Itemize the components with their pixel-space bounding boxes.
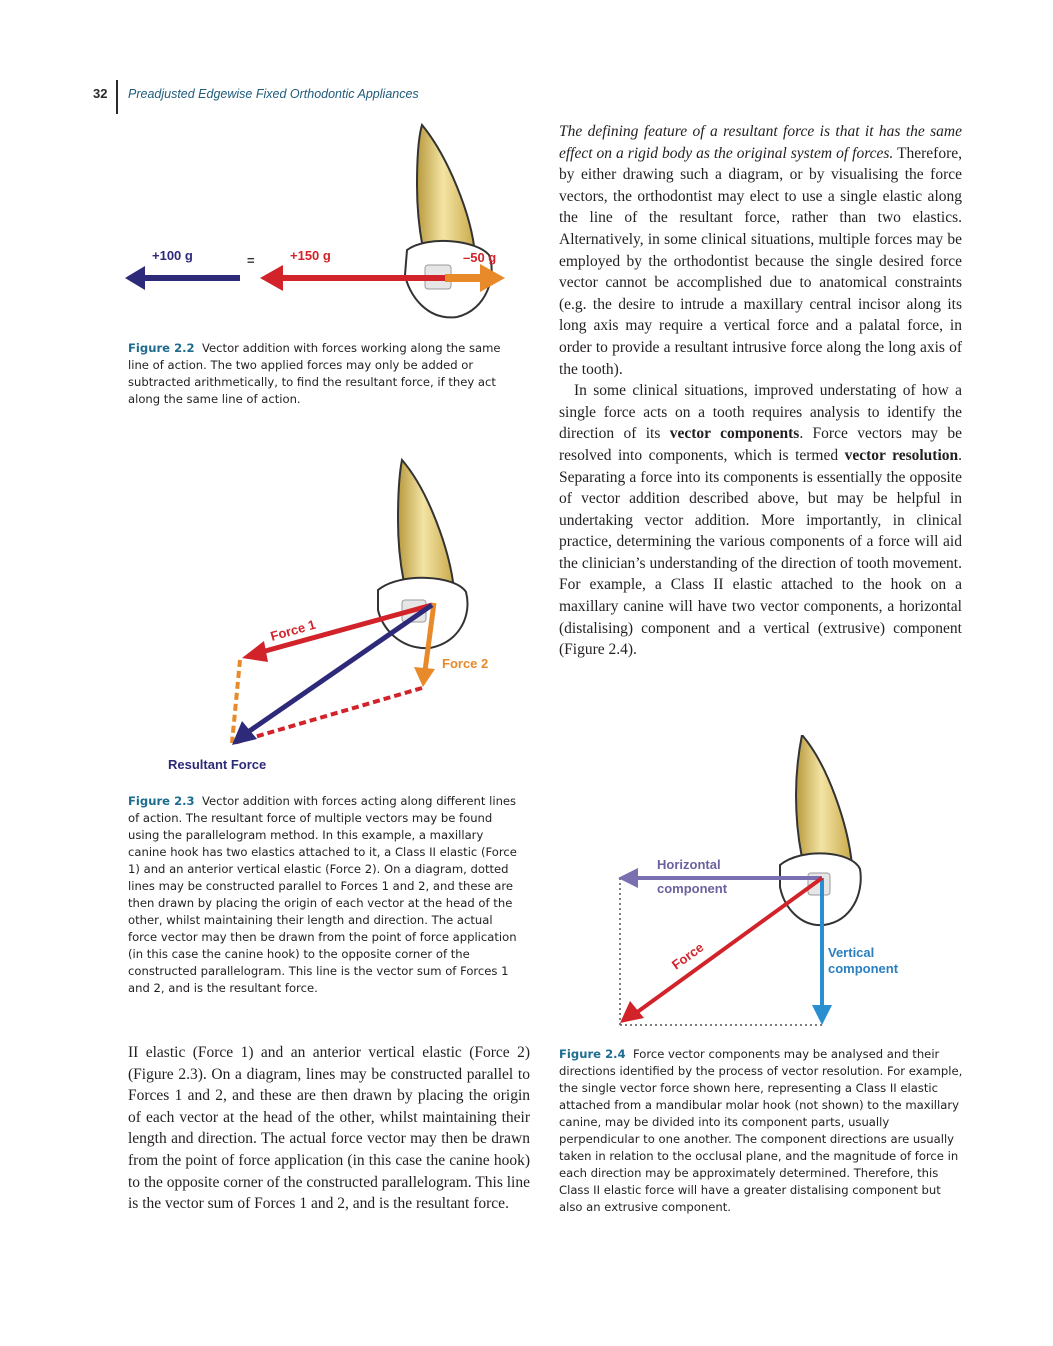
caption-text: Force vector components may be analysed and their directions identified by the process of vector resolution. For example, the single vector force shown here, representing a Class II elastic attached from a mandibular molar hook (not shown) to the maxillary canine, may be divided into its component parts, usually perpendicular to one another. The component directions are usually taken in relation to the occlusal plane, and the magnitude of force in each direction may be approximately determined. Therefore, this Class II elastic force will have a greater distalising component but also an extrusive component.: [559, 1047, 963, 1214]
vertical-component-arrowhead: [812, 1005, 832, 1025]
horizontal-component-arrowhead: [618, 868, 638, 888]
equals-sign: =: [247, 253, 255, 268]
figure-label: Figure 2.2: [128, 341, 195, 355]
force-1-arrowhead: [242, 641, 268, 662]
horizontal-component-label-line2: component: [657, 881, 728, 896]
force-2-arrowhead: [414, 667, 435, 687]
left-column-continued-text: [128, 1042, 530, 1215]
figure-2-4-caption: [559, 1046, 964, 1216]
figure-label: Figure 2.4: [559, 1047, 626, 1061]
figure-2-2-caption: [128, 340, 523, 408]
paragraph-text: Therefore, by either drawing such a diagram, or by visualising the force vectors, the orthodontist may elect to use a single elastic along the line of the resultant force, rather than two elastics. Alternatively, in some clinical situations, multiple forces may be employed by the orthodontist because the single desired force vector cannot be accomplished due to anatomical constraints (e.g. the desire to intrude a maxillary central incisor along its long axis may require a vertical force and a palatal force, in order to provide a resultant intrusive force along the long axis of the tooth).: [559, 144, 962, 378]
paragraph-text: In some clinical situations, improved understating of how a single force acts on a tooth requires analysis to identify the direction of its: [559, 382, 962, 443]
label-minus-50g: –50 g: [463, 250, 497, 265]
label-plus-100g: +100 g: [152, 248, 193, 263]
figure-label: Figure 2.3: [128, 794, 195, 808]
resultant-force-label: Resultant Force: [168, 757, 267, 772]
dashed-side-2: [234, 688, 422, 743]
figure-2-2-diagram: [120, 120, 520, 320]
header-divider: [116, 80, 118, 114]
running-title: Preadjusted Edgewise Fixed Orthodontic Appliances: [128, 87, 419, 101]
caption-text: Vector addition with forces working along the same line of action. The two applied forces may only be added or subtracted arithmetically, to find the resultant force, if they act along the same line of action.: [128, 341, 501, 406]
force-label: Force: [668, 939, 707, 973]
vertical-component-label-line1: Vertical: [828, 945, 875, 960]
label-plus-150g: +150 g: [290, 248, 331, 263]
term-vector-resolution: vector resolution: [844, 446, 959, 464]
paragraph-2: [559, 380, 962, 661]
term-vector-components: vector components: [669, 425, 800, 443]
paragraph-1: [559, 121, 962, 380]
italic-sentence: The defining feature of a resultant force is that it has the same effect on a rigid body as the original system of forces.: [559, 123, 962, 162]
paragraph-text: . Separating a force into its components is essentially the opposite of vector addition described above, but may be helpful in undertaking vector addition. More importantly, in clinical practice, determining the various components of a force will aid the clinician’s understanding of the direction of tooth movement. For example, a Class II elastic attached to the hook on a maxillary canine will have two vector components, a horizontal (distalising) component and a vertical (extrusive) component (Figure 2.4).: [559, 446, 963, 659]
canine-tooth-illustration: [405, 125, 492, 317]
blue-force-arrow: [125, 266, 240, 290]
resultant-arrowhead: [232, 721, 257, 745]
resultant-arrow-shaft: [248, 605, 432, 732]
paragraph: II elastic (Force 1) and an anterior vertical elastic (Force 2) (Figure 2.3). On a diagram, lines may be constructed parallel to Forces 1 and 2, and these are then drawn by placing the origin of each vector at the head of the other, whilst maintaining their length and direction. The actual force vector may then be drawn from the point of force application (in this case the canine hook) to the opposite corner of the constructed parallelogram. This line is the vector sum of Forces 1 and 2, and is the resultant force.: [128, 1044, 530, 1213]
force-2-label: Force 2: [442, 656, 489, 671]
vertical-component-label-line2: component: [828, 961, 899, 976]
paragraph-text: . Force vectors may be resolved into components, which is termed: [559, 425, 962, 464]
figure-2-4-diagram: [600, 735, 900, 1035]
horizontal-component-label-line1: Horizontal: [657, 857, 721, 872]
force-arrow-shaft: [636, 878, 822, 1013]
figure-2-3-diagram: [160, 455, 520, 775]
figure-2-3-caption: [128, 793, 520, 997]
page-number: 32: [93, 86, 108, 101]
right-column-text: [559, 121, 962, 661]
caption-text: Vector addition with forces acting along different lines of action. The resultant force of multiple vectors may be found using the parallelogram method. In this example, a maxillary canine hook has two elastics attached to it, a Class II elastic (Force 1) and an anterior vertical elastic (Force 2). On a diagram, dotted lines may be constructed parallel to Forces 1 and 2, and these are then drawn by placing the origin of each vector at the head of the other, whilst maintaining their length and direction. The actual force vector may then be drawn from the point of force application (in this case the canine hook) to the opposite corner of the constructed parallelogram. This line is the vector sum of Forces 1 and 2, and is the resultant force.: [128, 794, 517, 995]
canine-tooth-illustration: [378, 460, 468, 648]
force-1-label: Force 1: [268, 616, 318, 644]
